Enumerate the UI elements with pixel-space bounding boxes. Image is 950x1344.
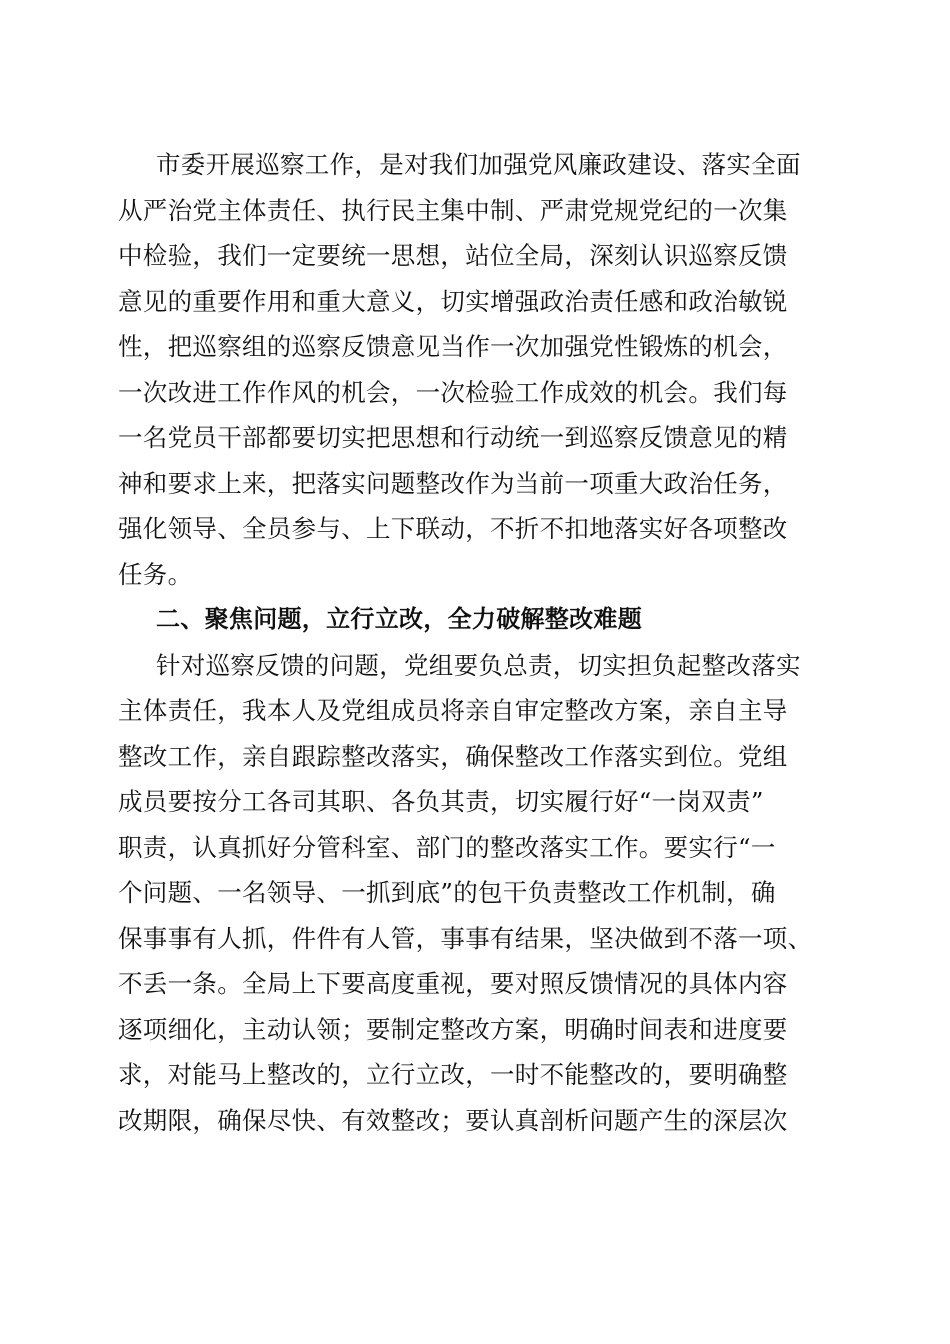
paragraph-line: 不丢一条。全局上下要高度重视，要对照反馈情况的具体内容 [118, 969, 788, 998]
section-heading: 二、聚焦问题，立行立改，全力破解整改难题 [156, 605, 642, 633]
paragraph-line: 保事事有人抓，件件有人管，事事有结果，坚决做到不落一项、 [118, 923, 813, 953]
paragraph-line: 成员要按分工各司其职、各负其责，切实履行好“一岗双责” [118, 787, 764, 816]
paragraph-line: 改期限，确保尽快、有效整改；要认真剖析问题产生的深层次 [118, 1105, 788, 1135]
paragraph-line: 中检验，我们一定要统一思想，站位全局，深刻认识巡察反馈 [118, 241, 788, 270]
paragraph-line: 针对巡察反馈的问题，党组要负总责，切实担负起整改落实 [156, 650, 801, 680]
paragraph-line: 逐项细化，主动认领；要制定整改方案，明确时间表和进度要 [118, 1014, 788, 1044]
paragraph-2 [118, 643, 848, 1144]
paragraph-line: 性，把巡察组的巡察反馈意见当作一次加强党性锻炼的机会， [118, 332, 788, 361]
paragraph-line: 任务。 [118, 559, 193, 589]
paragraph-1 [118, 142, 848, 597]
document-body [118, 142, 848, 1143]
paragraph-line: 整改工作，亲自跟踪整改落实，确保整改工作落实到位。党组 [118, 741, 788, 771]
paragraph-line: 求，对能马上整改的，立行立改，一时不能整改的，要明确整 [118, 1060, 788, 1089]
paragraph-line: 职责，认真抓好分管科室、部门的整改落实工作。要实行“一 [118, 832, 776, 862]
paragraph-line: 主体责任，我本人及党组成员将亲自审定整改方案，亲自主导 [118, 696, 788, 725]
paragraph-line: 个问题、一名领导、一抓到底”的包干负责整改工作机制，确 [118, 878, 776, 907]
paragraph-line: 市委开展巡察工作，是对我们加强党风廉政建设、落实全面 [156, 150, 801, 179]
paragraph-line: 一次改进工作作风的机会，一次检验工作成效的机会。我们每 [118, 377, 788, 407]
paragraph-line: 一名党员干部都要切实把思想和行动统一到巡察反馈意见的精 [118, 423, 788, 452]
paragraph-line: 意见的重要作用和重大意义，切实增强政治责任感和政治敏锐 [118, 286, 788, 316]
paragraph-line: 神和要求上来，把落实问题整改作为当前一项重大政治任务， [118, 468, 788, 498]
paragraph-line: 强化领导、全员参与、上下联动，不折不扣地落实好各项整改 [118, 514, 788, 543]
paragraph-line: 从严治党主体责任、执行民主集中制、严肃党规党纪的一次集 [118, 195, 788, 225]
